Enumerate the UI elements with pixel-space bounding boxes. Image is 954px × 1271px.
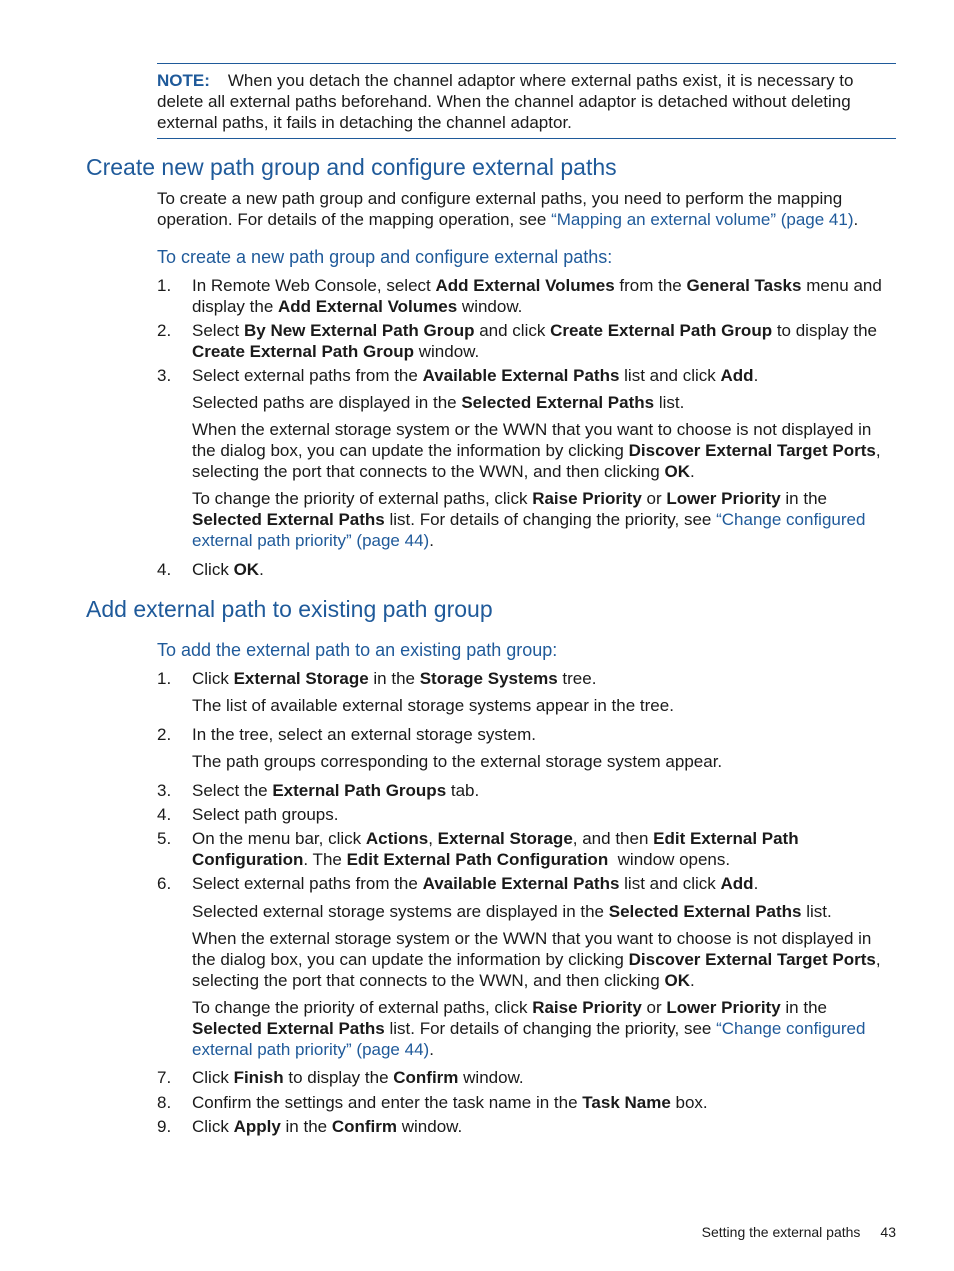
step-6-add: 6. Select external paths from the Available External Paths list and click Add. <box>157 874 759 893</box>
procedure-title-create: To create a new path group and configure external paths: <box>157 247 613 267</box>
step-3-add: 3. Select the External Path Groups tab. <box>157 781 480 800</box>
priority-link[interactable]: “Change configured external path priority” (page 44) <box>192 510 866 550</box>
footer-section-title: Setting the external paths <box>701 1224 861 1240</box>
note-label: NOTE: <box>157 71 210 90</box>
note-box <box>157 63 896 139</box>
step-1-create: 1. In Remote Web Console, select Add External Volumes from the General Tasks menu and display the Add External Volumes window. <box>157 276 882 316</box>
step-2-add-result: The path groups corresponding to the external storage system appear. <box>192 752 723 771</box>
step-4-add: 4. Select path groups. <box>157 805 339 824</box>
section1-intro: To create a new path group and configure external paths, you need to perform the mapping operation. For details of the mapping operation, see “Mapping an external volume” (page 41). <box>157 189 859 229</box>
step-5-add: 5. On the menu bar, click Actions, External Storage, and then Edit External Path Configuration. The Edit External Path Configuration window opens. <box>157 829 799 869</box>
step-3-create-discover-note: When the external storage system or the WWN that you want to choose is not displayed in the dialog box, you can update the information by clicking Discover External Target Ports, selecting the port that connects to the WWN, and then clicking OK. <box>192 420 881 481</box>
step-9-add: 9. Click Apply in the Confirm window. <box>157 1117 463 1136</box>
step-4-create: 4. Click OK. <box>157 560 264 579</box>
page-footer <box>702 1223 896 1241</box>
step-6-add-result: Selected external storage systems are displayed in the Selected External Paths list. <box>192 902 832 921</box>
step-2-add: 2. In the tree, select an external storage system. <box>157 725 536 744</box>
step-6-add-priority-note: To change the priority of external paths, click Raise Priority or Lower Priority in the Selected External Paths list. For details of changing the priority, see “Change configured external path priority” (page 44). <box>192 998 866 1059</box>
page-number: 43 <box>880 1224 896 1240</box>
step-8-add: 8. Confirm the settings and enter the task name in the Task Name box. <box>157 1093 708 1112</box>
mapping-link[interactable]: “Mapping an external volume” (page 41) <box>551 210 854 229</box>
step-3-create-priority-note: To change the priority of external paths, click Raise Priority or Lower Priority in the Selected External Paths list. For details of changing the priority, see “Change configured external path priority” (page 44). <box>192 489 866 550</box>
step-3-create-result: Selected paths are displayed in the Selected External Paths list. <box>192 393 685 412</box>
note-text: When you detach the channel adaptor where external paths exist, it is necessary to delete all external paths beforehand. When the channel adaptor is detached without deleting external paths, it fails in detaching the channel adaptor. <box>157 71 854 132</box>
step-7-add: 7. Click Finish to display the Confirm window. <box>157 1068 524 1087</box>
step-6-add-discover-note: When the external storage system or the WWN that you want to choose is not displayed in the dialog box, you can update the information by clicking Discover External Target Ports, selecting the port that connects to the WWN, and then clicking OK. <box>192 929 881 990</box>
step-2-create: 2. Select By New External Path Group and click Create External Path Group to display the Create External Path Group window. <box>157 321 877 361</box>
step-1-add: 1. Click External Storage in the Storage Systems tree. <box>157 669 597 688</box>
step-1-add-result: The list of available external storage systems appear in the tree. <box>192 696 674 715</box>
procedure-title-add: To add the external path to an existing path group: <box>157 640 558 660</box>
section-heading-add-path: Add external path to existing path group <box>86 596 493 622</box>
step-3-create: 3. Select external paths from the Available External Paths list and click Add. <box>157 366 759 385</box>
section-heading-create-path-group: Create new path group and configure external paths <box>86 154 617 180</box>
priority-link-2[interactable]: “Change configured external path priority” (page 44) <box>192 1019 866 1059</box>
